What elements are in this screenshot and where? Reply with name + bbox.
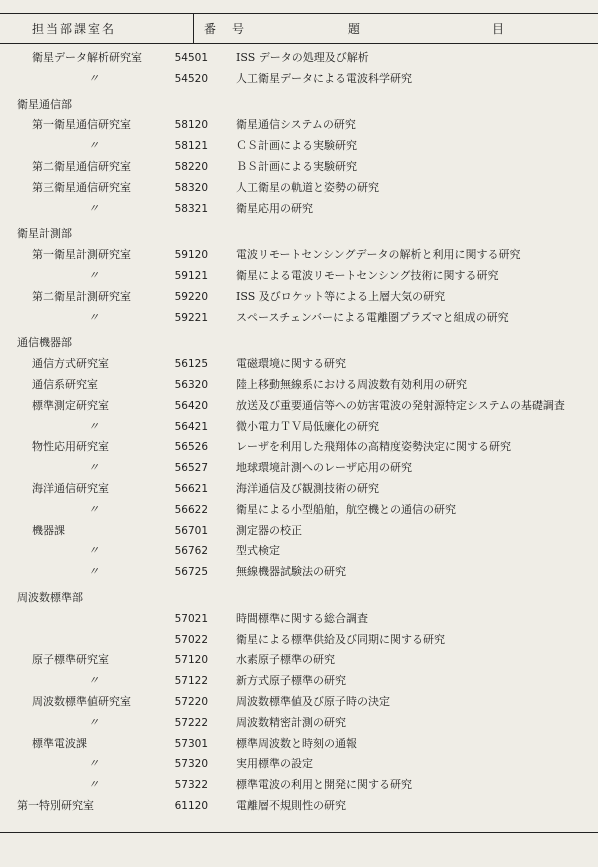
project-title: 無線機器試験法の研究 [236,565,346,579]
lab-name: 〃 [88,461,99,475]
table-row [0,562,598,583]
header-title-suffix: 目 [492,22,507,36]
project-title: 衛星による電波リモートセンシング技術に関する研究 [236,268,499,282]
lab-name: 通信方式研究室 [32,357,109,371]
project-number: 57301 [174,737,208,750]
lab-name: 物性応用研究室 [32,440,109,454]
project-number: 56725 [174,566,208,579]
lab-name: 〃 [88,268,99,282]
table-row [0,458,598,479]
table-row [0,437,598,458]
table-row [0,224,598,245]
table-row [0,796,598,817]
project-title: ＢＳ計画による実験研究 [236,159,357,173]
table-row [0,69,598,90]
project-title: 水素原子標準の研究 [236,653,335,667]
lab-name: 標準電波課 [32,736,87,750]
project-title: 微小電力ＴＶ局低廉化の研究 [236,419,379,433]
project-title: 海洋通信及び観測技術の研究 [236,481,379,495]
project-number: 54501 [174,52,208,64]
table-row [0,199,598,220]
project-title: 放送及び重要通信等への妨害電波の発射源特定システムの基礎調査 [236,398,565,412]
table-row [0,609,598,630]
project-number: 57122 [174,675,208,688]
lab-name: 衛星データ解析研究室 [32,51,142,64]
department-name: 衛星計測部 [17,227,72,241]
project-title: 標準周波数と時刻の通報 [236,736,357,750]
table-body [0,48,598,817]
project-number: 56420 [174,399,208,412]
table-row [0,588,598,609]
department-name: 通信機器部 [17,336,72,350]
table-row [0,354,598,375]
project-title: ＣＳ計画による実験研究 [236,139,357,153]
project-title: 周波数精密計測の研究 [236,715,346,729]
lab-name: 第二衛星計測研究室 [32,289,131,303]
project-number: 57222 [174,716,208,729]
project-number: 57322 [174,779,208,792]
table-row [0,287,598,308]
lab-name: 〃 [88,139,99,153]
table-row [0,521,598,542]
lab-name: 〃 [88,565,99,579]
project-title: 陸上移動無線系における周波数有効利用の研究 [236,377,467,391]
lab-name: 〃 [88,715,99,729]
project-number: 58320 [174,181,208,194]
table-row [0,157,598,178]
project-title: 型式検定 [236,544,280,558]
project-number: 56621 [174,482,208,495]
table-header-rule [0,43,598,44]
project-title: ISS データの処理及び解析 [236,51,369,64]
lab-name: 標準測定研究室 [32,398,109,412]
project-number: 56701 [174,524,208,537]
project-number: 59220 [174,290,208,303]
table-bottom-rule [0,832,598,833]
table-row [0,713,598,734]
project-number: 61120 [174,799,208,812]
project-title: 衛星による小型船舶，航空機との通信の研究 [236,502,456,516]
project-number: 57220 [174,695,208,708]
header-divider [193,14,194,43]
lab-name: 第三衛星通信研究室 [32,180,131,194]
lab-name: 第二衛星通信研究室 [32,159,131,173]
lab-name: 〃 [88,201,99,215]
project-title: 衛星応用の研究 [236,201,313,215]
project-number: 56762 [174,545,208,558]
table-row [0,671,598,692]
table-row [0,375,598,396]
project-number: 56622 [174,503,208,516]
project-title: 新方式原子標準の研究 [236,674,346,688]
project-title: 地球環境計測へのレーザ応用の研究 [236,461,412,475]
table-row [0,734,598,755]
project-title: 標準電波の利用と開発に関する研究 [236,778,412,792]
header-number: 番 号 [204,22,247,36]
table-row [0,692,598,713]
project-number: 57120 [174,654,208,667]
project-number: 56526 [174,441,208,454]
lab-name: 〃 [88,778,99,792]
project-number: 58220 [174,160,208,173]
table-top-rule [0,13,598,14]
project-number: 56320 [174,378,208,391]
lab-name: 機器課 [32,523,65,537]
project-number: 58120 [174,119,208,132]
lab-name: 原子標準研究室 [32,653,109,667]
table-row [0,500,598,521]
table-row [0,95,598,116]
table-row [0,630,598,651]
project-number: 58321 [174,202,208,215]
table-row [0,333,598,354]
project-number: 58121 [174,140,208,153]
table-row [0,266,598,287]
project-title: 実用標準の設定 [236,757,313,771]
lab-name: 海洋通信研究室 [32,481,109,495]
project-number: 56125 [174,358,208,371]
lab-name: 〃 [88,757,99,771]
project-number: 57022 [174,633,208,646]
department-name: 周波数標準部 [17,590,83,604]
project-number: 59120 [174,249,208,262]
project-title: 測定器の校正 [236,523,302,537]
project-title: スペースチェンバーによる電離圏プラズマと組成の研究 [236,310,509,324]
table-row [0,754,598,775]
project-number: 59221 [174,311,208,324]
header-title: 題 [348,22,363,36]
project-title: ISS 及びロケット等による上層大気の研究 [236,289,446,303]
project-number: 57021 [174,612,208,625]
lab-name: 第一衛星計測研究室 [32,248,131,262]
table-row [0,650,598,671]
table-row [0,541,598,562]
table-row [0,178,598,199]
lab-name: 〃 [88,310,99,324]
lab-name: 〃 [88,502,99,516]
table-row [0,479,598,500]
project-title: 電波リモートセンシングデータの解析と利用に関する研究 [236,248,521,262]
table-row [0,136,598,157]
project-number: 54520 [174,72,208,85]
project-title: 衛星による標準供給及び同期に関する研究 [236,632,445,646]
lab-name: 〃 [88,71,99,85]
project-number: 56527 [174,462,208,475]
lab-name: 通信系研究室 [32,377,98,391]
table-row [0,245,598,266]
table-row [0,775,598,796]
lab-name: 〃 [88,544,99,558]
header-lab-name: 担当部課室名 [32,22,117,36]
project-number: 56421 [174,420,208,433]
project-title: 時間標準に関する総合調査 [236,611,368,625]
lab-name: 第一衛星通信研究室 [32,118,131,132]
department-name: 衛星通信部 [17,97,72,111]
project-title: 衛星通信システムの研究 [236,118,356,132]
project-title: 人工衛星データによる電波科学研究 [236,71,412,85]
lab-name: 〃 [88,674,99,688]
table-row [0,396,598,417]
table-row [0,48,598,69]
project-number: 59121 [174,269,208,282]
lab-name: 周波数標準値研究室 [32,694,131,708]
project-title: 人工衛星の軌道と姿勢の研究 [236,180,379,194]
table-row [0,115,598,136]
lab-name: 〃 [88,419,99,433]
department-name: 第一特別研究室 [17,798,94,812]
project-title: 電離層不規則性の研究 [236,798,346,812]
project-title: レーザを利用した飛翔体の高精度姿勢決定に関する研究 [236,440,511,454]
project-number: 57320 [174,758,208,771]
project-title: 電磁環境に関する研究 [236,357,346,371]
table-row [0,308,598,329]
table-row [0,417,598,438]
project-title: 周波数標準値及び原子時の決定 [236,694,390,708]
